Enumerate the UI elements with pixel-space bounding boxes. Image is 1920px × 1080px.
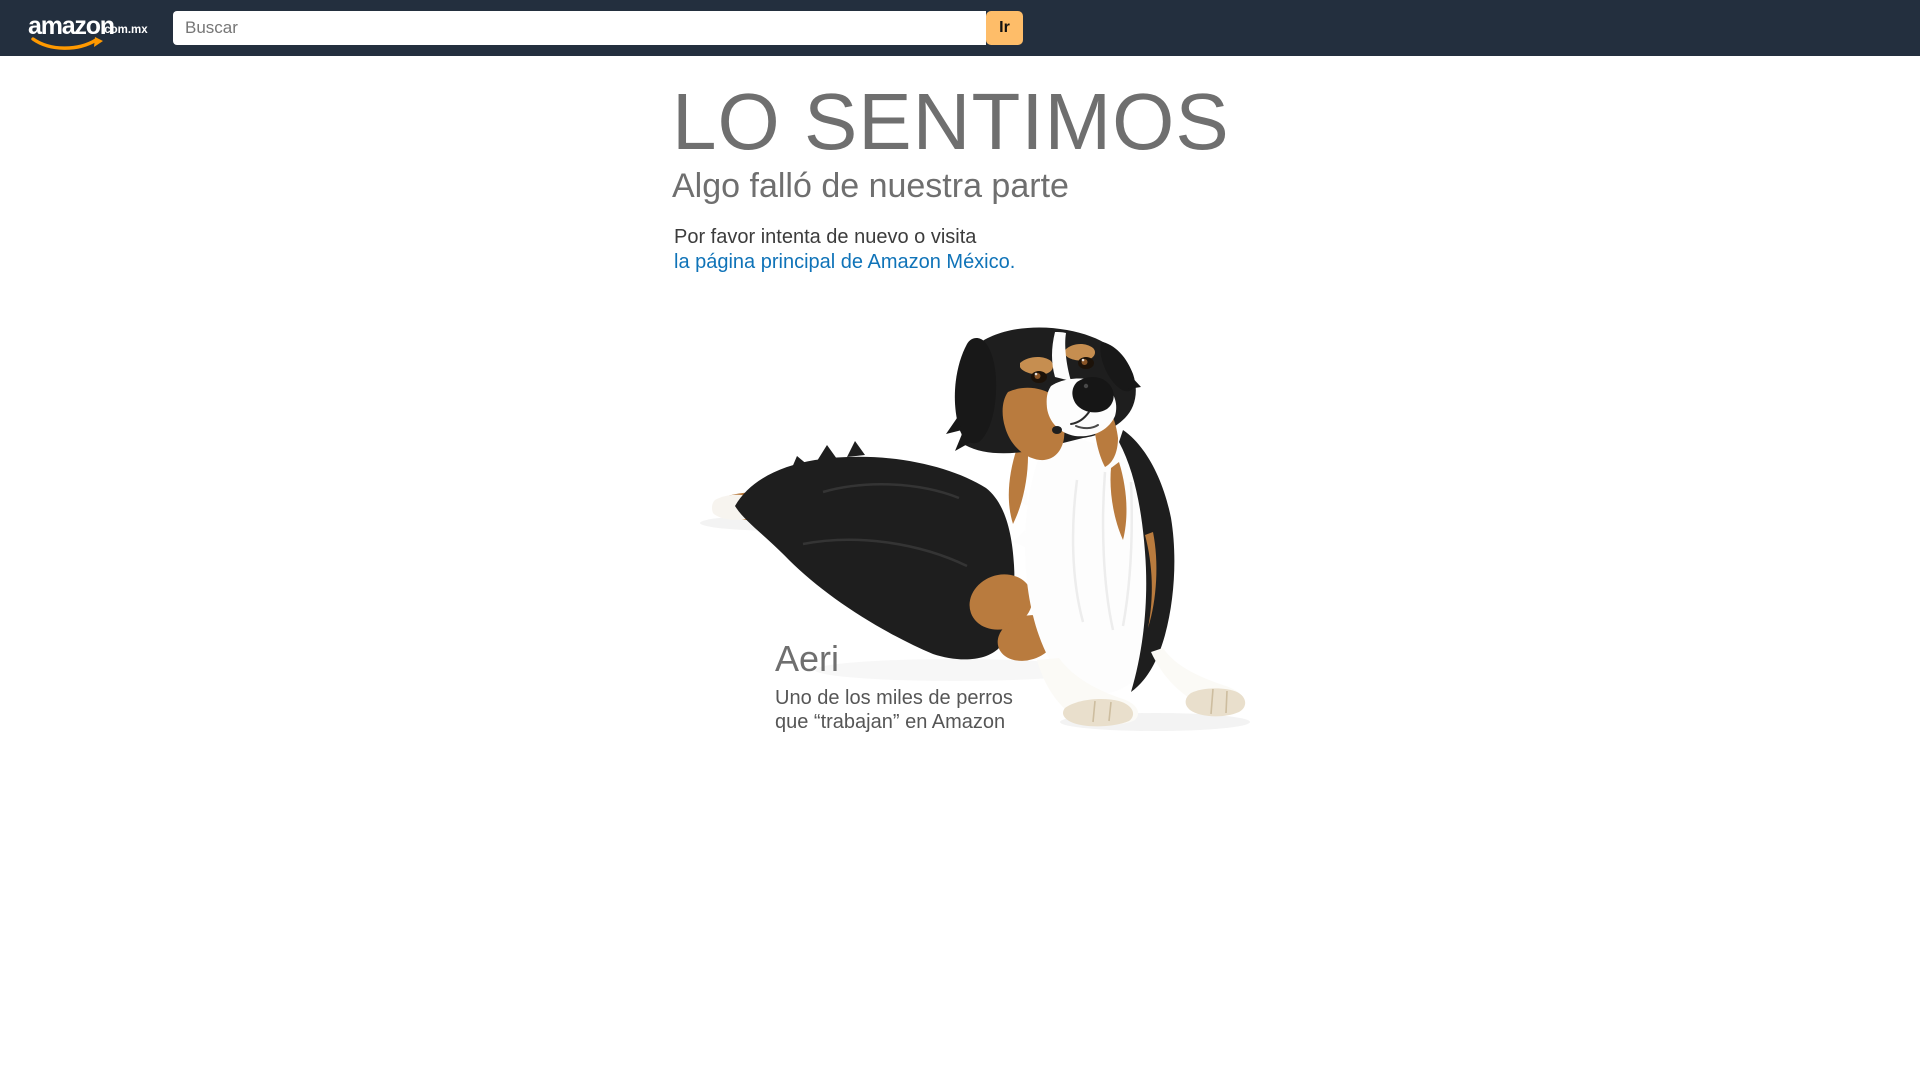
dog-caption-line2: que “trabajan” en Amazon xyxy=(775,711,1006,733)
homepage-link[interactable]: la página principal de Amazon México xyxy=(674,251,1010,274)
dog-caption-line1: Uno de los miles de perros xyxy=(775,687,1013,709)
link-period: . xyxy=(1009,251,1016,274)
top-nav xyxy=(0,0,1920,56)
search-bar xyxy=(173,11,1023,45)
error-message xyxy=(674,225,1472,275)
dog-name: Aeri xyxy=(775,638,840,679)
amazon-smile-icon xyxy=(30,36,110,52)
error-subtitle: Algo falló de nuestra parte xyxy=(672,167,1069,205)
search-input[interactable] xyxy=(173,11,986,45)
dog-caption xyxy=(775,638,1013,734)
amazon-logo-suffix: .com.mx xyxy=(101,24,148,36)
error-message-line: Por favor intenta de nuevo o visita xyxy=(674,226,977,249)
amazon-logo-text: amazon xyxy=(28,12,114,40)
search-go-button[interactable]: Ir xyxy=(986,11,1023,45)
amazon-logo-link[interactable] xyxy=(28,10,158,48)
error-content xyxy=(672,56,1472,275)
error-title: LO SENTIMOS xyxy=(672,77,1230,166)
